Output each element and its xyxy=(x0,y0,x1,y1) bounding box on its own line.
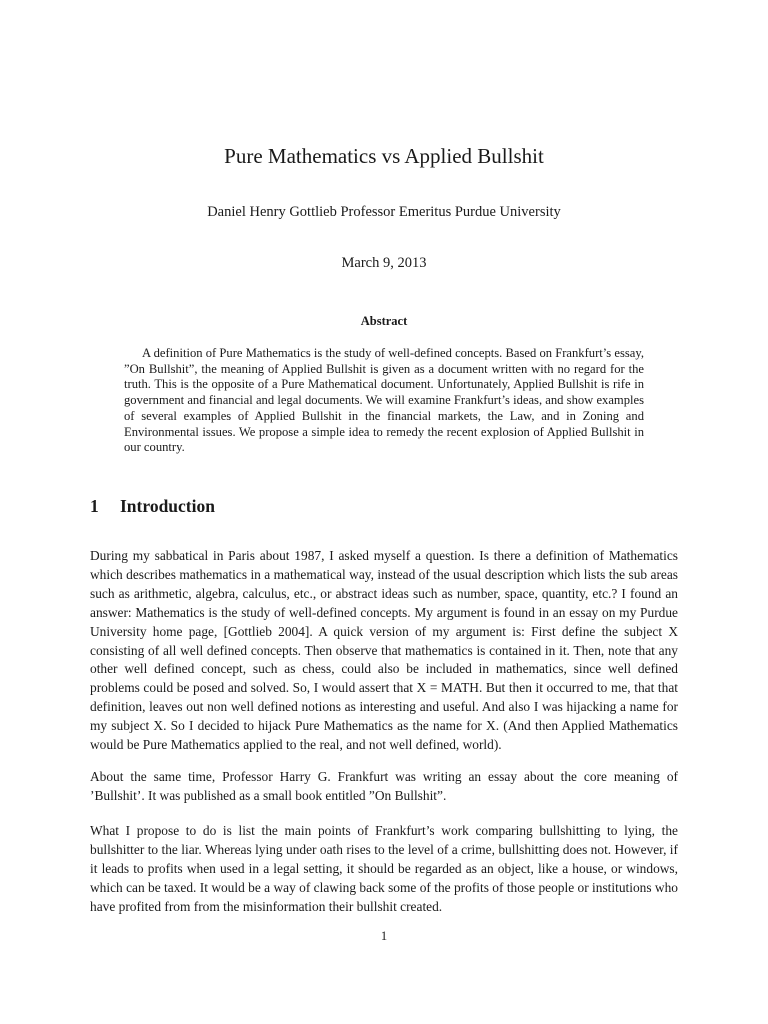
section-number: 1 xyxy=(90,496,99,516)
body-paragraph-2: About the same time, Professor Harry G. Frankfurt was writing an essay about the core meaning of ’Bullshit’. It was published as a small book entitled ”On Bullshit”. xyxy=(90,769,678,803)
body-paragraph-3: What I propose to do is list the main points of Frankfurt’s work comparing bullshitting to lying, the bullshitter to the liar. Whereas lying under oath rises to the level of a crime, bullshitting does not. However, if it leads to profits when used in a legal setting, it should be regarded as an object, like a house, or windows, which can be taxed. It would be a way of clawing back some of the profits of those people or institutions who have profited from from the misinformation their bullshit created. xyxy=(90,823,678,914)
paper-date: March 9, 2013 xyxy=(341,255,427,271)
section-title: Introduction xyxy=(120,496,215,516)
paper-title: Pure Mathematics vs Applied Bullshit xyxy=(224,144,544,168)
page-number: 1 xyxy=(380,929,388,943)
body-paragraph-1: During my sabbatical in Paris about 1987, I asked myself a question. Is there a definition of Mathematics which describes mathematics in a mathematical way, instead of the usual description which lists the sub areas such as arithmetic, algebra, calculus, etc., or abstract ideas such as number, space, quantity, etc.? I found an answer: Mathematics is the study of well-defined concepts. My argument is found in an essay on my Purdue University home page, [Gottlieb 2004]. A quick version of my argument is: First define the subject X consisting of all well defined concepts. Then observe that mathematics is contained in it. Then, note that any other well defined concept, such as chess, could also be included in mathematics, since well defined problems could be posed and solved. So, I would assert that X = MATH. But then it occurred to me, that that definition, leaves out non well defined notions as interesting and useful. And also I was hijacking a name for my subject X. So I decided to hijack Pure Mathematics as the name for X. (And then Applied Mathematics would be Pure Mathematics applied to the real, and not well defined, world). xyxy=(90,548,678,753)
paper-author: Daniel Henry Gottlieb Professor Emeritus Purdue University xyxy=(207,204,561,220)
abstract-heading: Abstract xyxy=(360,314,408,328)
section-heading xyxy=(90,494,215,518)
abstract-body: A definition of Pure Mathematics is the study of well-defined concepts. Based on Frankfurt’s essay, ”On Bullshit”, the meaning of Applied Bullshit is given as a document written with no regard for the truth. This is the opposite of a Pure Mathematical document. Unfortunately, Applied Bullshit is rife in government and financial and legal documents. We will examine Frankfurt’s ideas, and show examples of several examples of Applied Bullshit in the financial markets, the Law, and in Zoning and Environmental issues. We propose a simple idea to remedy the recent explosion of Applied Bullshit in our country. xyxy=(124,346,644,455)
